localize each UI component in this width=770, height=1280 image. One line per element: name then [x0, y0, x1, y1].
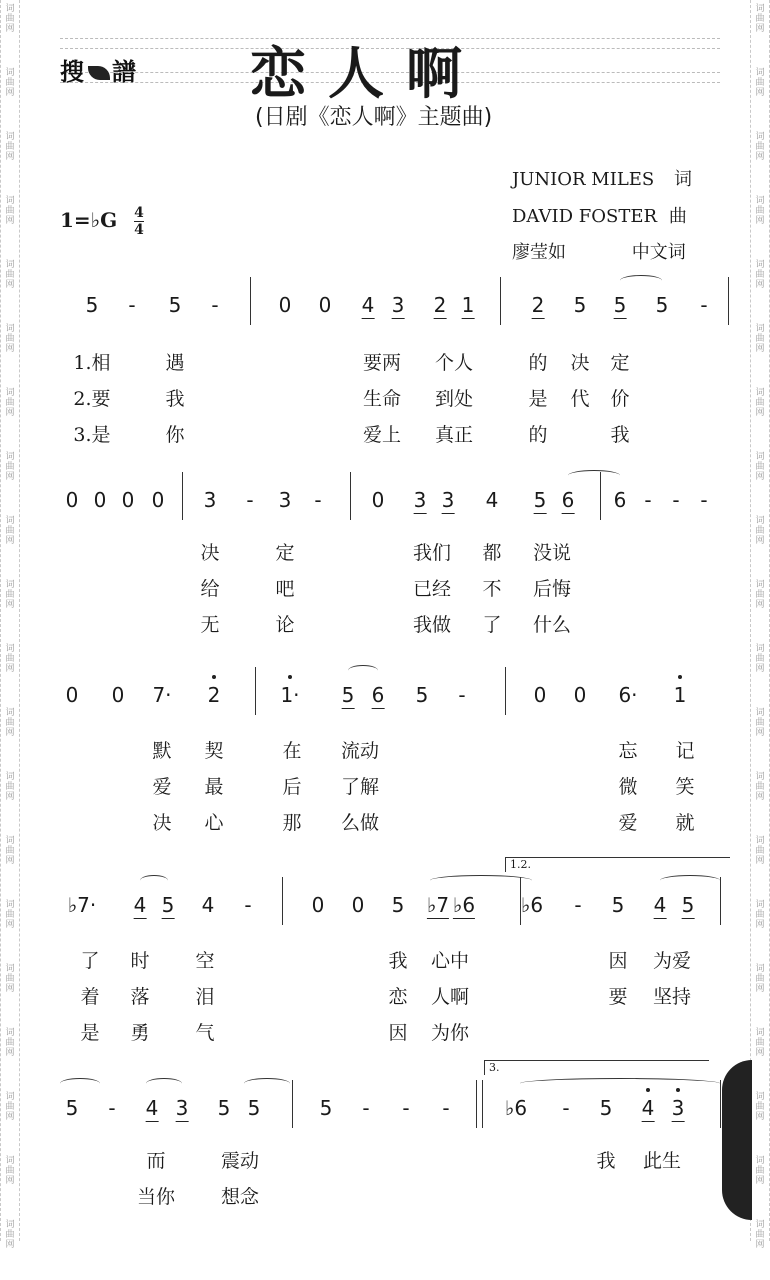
note: 0: [65, 488, 79, 512]
lyric: 泪: [195, 986, 215, 1008]
volta-bracket: 1.2.: [505, 857, 730, 872]
lyric: 论: [275, 614, 295, 636]
note: -: [211, 293, 219, 317]
barline: [282, 877, 283, 925]
lyric: 心: [204, 812, 224, 834]
lyric: 要: [608, 986, 628, 1008]
cn-lyricist-credit: [512, 238, 686, 264]
lyric: 忘: [618, 740, 638, 762]
lyric: 勇: [130, 1022, 150, 1044]
lyric: 着: [80, 986, 100, 1008]
note: -: [574, 893, 582, 917]
lyric: 决: [152, 812, 172, 834]
note: -: [362, 1096, 370, 1120]
note: 0: [318, 293, 332, 317]
lyric: 的: [528, 352, 548, 374]
octave-dot: [676, 1088, 680, 1092]
lyric: 定: [275, 542, 295, 564]
slur: [140, 875, 168, 886]
lyric: 个人: [434, 352, 474, 374]
lyric: 为爱: [652, 950, 692, 972]
time-numerator: 4: [134, 205, 144, 221]
leaf-icon: [88, 66, 110, 80]
slur: [660, 875, 720, 886]
note: 5: [161, 893, 175, 917]
lyric: 时: [130, 950, 150, 972]
note: 7·: [152, 683, 172, 707]
note: 3: [413, 488, 427, 512]
note: -: [700, 293, 708, 317]
note: 3: [278, 488, 292, 512]
barline: [500, 277, 501, 325]
note: 0: [311, 893, 325, 917]
watermark-text: 词 曲 网: [755, 1092, 765, 1122]
lyric: 心中: [430, 950, 470, 972]
slur: [620, 275, 662, 286]
note: 6: [371, 683, 385, 707]
note: 5: [655, 293, 669, 317]
lyric: 遇: [165, 352, 185, 374]
octave-dot: [288, 675, 292, 679]
lyric: 微: [618, 776, 638, 798]
note: 5: [573, 293, 587, 317]
note: ♭6: [520, 893, 544, 917]
note: -: [108, 1096, 116, 1120]
note: -: [442, 1096, 450, 1120]
cn-lyricist-name: 廖莹如: [512, 242, 566, 263]
lyric: 坚持: [652, 986, 692, 1008]
watermark-text: 词 曲 网: [755, 836, 765, 866]
watermark-text: 词 曲 网: [5, 388, 15, 418]
lyric: 已经: [412, 578, 452, 600]
lyric: 决: [570, 352, 590, 374]
barline: [182, 472, 183, 520]
watermark-text: 词 曲 网: [755, 644, 765, 674]
lyric: 因: [388, 1022, 408, 1044]
note: 5: [533, 488, 547, 512]
lyricist-credit: [512, 165, 692, 191]
note: 6: [561, 488, 575, 512]
lyric: 的: [528, 424, 548, 446]
lyric: 在: [282, 740, 302, 762]
lyric: 我: [165, 388, 185, 410]
key-label: 1=♭G: [60, 208, 118, 232]
note: 4: [133, 893, 147, 917]
octave-dot: [212, 675, 216, 679]
lyric: 落: [130, 986, 150, 1008]
watermark-text: 词 曲 网: [755, 452, 765, 482]
note: 5: [341, 683, 355, 707]
lyric: 爱上: [362, 424, 402, 446]
lyric: 我: [388, 950, 408, 972]
octave-dot: [646, 1088, 650, 1092]
lyric: 代: [570, 388, 590, 410]
lyric: 我们: [412, 542, 452, 564]
lyric: 价: [610, 388, 630, 410]
note: 5: [247, 1096, 261, 1120]
song-title: 恋人啊: [250, 42, 484, 107]
note: -: [644, 488, 652, 512]
watermark-text: 词 曲 网: [755, 196, 765, 226]
slur: [520, 1078, 720, 1089]
note: 3: [175, 1096, 189, 1120]
composer-name: DAVID FOSTER: [512, 206, 658, 227]
note: 4: [485, 488, 499, 512]
note: 4: [145, 1096, 159, 1120]
watermark-text: 词 曲 网: [755, 708, 765, 738]
lyric: 3.是: [73, 424, 111, 446]
lyric: 2.要: [73, 388, 111, 410]
watermark-text: 词 曲 网: [5, 1220, 15, 1250]
lyric: 因: [608, 950, 628, 972]
song-subtitle: (日剧《恋人啊》主题曲): [255, 105, 493, 130]
note: 0: [65, 683, 79, 707]
lyric: 而: [146, 1150, 166, 1172]
lyric: 给: [200, 578, 220, 600]
barline: [350, 472, 351, 520]
watermark-text: 词 曲 网: [5, 708, 15, 738]
lyric: 最: [204, 776, 224, 798]
note: 2: [531, 293, 545, 317]
lyric: 空: [195, 950, 215, 972]
note: ♭6: [504, 1096, 528, 1120]
watermark-text: 词 曲 网: [5, 1028, 15, 1058]
watermark-text: 词 曲 网: [755, 324, 765, 354]
note: 5: [611, 893, 625, 917]
watermark-text: 词 曲 网: [5, 68, 15, 98]
note: 0: [121, 488, 135, 512]
lyric: 想念: [220, 1186, 260, 1208]
watermark-text: 词 曲 网: [5, 836, 15, 866]
note: 5: [391, 893, 405, 917]
watermark-text: 词 曲 网: [755, 964, 765, 994]
note: 0: [278, 293, 292, 317]
slur: [568, 470, 620, 481]
note: 0: [111, 683, 125, 707]
time-signature: [134, 205, 144, 238]
watermark-text: 词 曲 网: [5, 580, 15, 610]
lyric: 后: [282, 776, 302, 798]
lyric: 了: [482, 614, 502, 636]
time-denominator: 4: [134, 222, 144, 238]
note: 4: [361, 293, 375, 317]
note: 3: [671, 1096, 685, 1120]
watermark-text: 词 曲 网: [5, 1092, 15, 1122]
barline: [728, 277, 729, 325]
cn-lyricist-role: 中文词: [631, 242, 686, 263]
barline: [482, 1080, 483, 1128]
note: ♭6: [452, 893, 476, 917]
slur: [146, 1078, 182, 1089]
right-watermark-strip: [750, 0, 770, 1250]
watermark-text: 词 曲 网: [5, 644, 15, 674]
note: 0: [351, 893, 365, 917]
note: -: [244, 893, 252, 917]
lyric: 震动: [220, 1150, 260, 1172]
lyric: 我: [610, 424, 630, 446]
watermark-text: 词 曲 网: [5, 900, 15, 930]
lyric: 恋: [388, 986, 408, 1008]
lyric: 到处: [434, 388, 474, 410]
watermark-text: 词 曲 网: [755, 516, 765, 546]
lyric: 流动: [340, 740, 380, 762]
barline: [476, 1080, 477, 1128]
lyric: 那: [282, 812, 302, 834]
barline: [250, 277, 251, 325]
lyricist-name: JUNIOR MILES: [512, 169, 655, 190]
octave-dot: [678, 675, 682, 679]
lyricist-role: 词: [673, 169, 692, 190]
watermark-text: 词 曲 网: [5, 452, 15, 482]
lyric: 爱: [152, 776, 172, 798]
lyric: 不: [482, 578, 502, 600]
lyric: 气: [195, 1022, 215, 1044]
lyric: 了解: [340, 776, 380, 798]
barline: [292, 1080, 293, 1128]
lyric: 要两: [362, 352, 402, 374]
lyric: 我: [596, 1150, 616, 1172]
volta-bracket: 3.: [484, 1060, 709, 1075]
watermark-text: 词 曲 网: [5, 516, 15, 546]
note: -: [672, 488, 680, 512]
lyric: 了: [80, 950, 100, 972]
lyric: 我做: [412, 614, 452, 636]
note: 0: [573, 683, 587, 707]
note: 5: [85, 293, 99, 317]
note: 3: [391, 293, 405, 317]
watermark-text: 词 曲 网: [755, 900, 765, 930]
watermark-text: 词 曲 网: [5, 132, 15, 162]
lyric: 吧: [275, 578, 295, 600]
note: 5: [599, 1096, 613, 1120]
lyric: 爱: [618, 812, 638, 834]
note: 5: [613, 293, 627, 317]
note: 5: [65, 1096, 79, 1120]
note: 5: [217, 1096, 231, 1120]
watermark-text: 词 曲 网: [755, 1220, 765, 1250]
note: -: [458, 683, 466, 707]
lyric: 决: [200, 542, 220, 564]
lyric: 为你: [430, 1022, 470, 1044]
note: -: [700, 488, 708, 512]
note: 0: [533, 683, 547, 707]
lyric: 默: [152, 740, 172, 762]
composer-role: 曲: [668, 206, 687, 227]
slur: [244, 1078, 290, 1089]
note: -: [246, 488, 254, 512]
lyric: 契: [204, 740, 224, 762]
note: -: [562, 1096, 570, 1120]
lyric: 人啊: [430, 986, 470, 1008]
watermark-text: 词 曲 网: [5, 324, 15, 354]
lyric: 是: [528, 388, 548, 410]
lyric: 没说: [532, 542, 572, 564]
lyric: 定: [610, 352, 630, 374]
note: ♭7: [426, 893, 450, 917]
note: ♭7·: [67, 893, 97, 917]
note: -: [128, 293, 136, 317]
lyric: 当你: [136, 1186, 176, 1208]
note: 5: [681, 893, 695, 917]
lyric: 都: [482, 542, 502, 564]
lyric: 此生: [642, 1150, 682, 1172]
slur: [430, 875, 532, 886]
lyric: 1.相: [73, 352, 111, 374]
note: 5: [319, 1096, 333, 1120]
note: 5: [168, 293, 182, 317]
note: 0: [93, 488, 107, 512]
watermark-text: 词 曲 网: [5, 260, 15, 290]
slur: [348, 665, 378, 676]
note: 4: [653, 893, 667, 917]
lyric: 生命: [362, 388, 402, 410]
note: 1: [673, 683, 687, 707]
note: 1: [461, 293, 475, 317]
note: 0: [371, 488, 385, 512]
watermark-text: 词 曲 网: [5, 964, 15, 994]
note: -: [402, 1096, 410, 1120]
note: 2: [433, 293, 447, 317]
logo-text: 搜: [60, 58, 86, 86]
site-logo[interactable]: [60, 52, 138, 87]
watermark-text: 词 曲 网: [5, 196, 15, 226]
barline: [255, 667, 256, 715]
watermark-text: 词 曲 网: [755, 772, 765, 802]
watermark-text: 词 曲 网: [755, 4, 765, 34]
composer-credit: [512, 202, 687, 228]
note: 1·: [280, 683, 300, 707]
lyric: 后悔: [532, 578, 572, 600]
barline: [720, 877, 721, 925]
watermark-text: 词 曲 网: [755, 68, 765, 98]
key-signature: [60, 205, 144, 238]
note: 3: [441, 488, 455, 512]
watermark-text: 词 曲 网: [5, 4, 15, 34]
watermark-text: 词 曲 网: [755, 580, 765, 610]
barline: [505, 667, 506, 715]
watermark-text: 词 曲 网: [755, 132, 765, 162]
lyric: 无: [200, 614, 220, 636]
lyric: 是: [80, 1022, 100, 1044]
barline: [720, 1080, 721, 1128]
note: 4: [641, 1096, 655, 1120]
lyric: 就: [675, 812, 695, 834]
lyric: 你: [165, 424, 185, 446]
note: 4: [201, 893, 215, 917]
watermark-text: 词 曲 网: [755, 1028, 765, 1058]
note: 3: [203, 488, 217, 512]
lyric: 么做: [340, 812, 380, 834]
note: 5: [415, 683, 429, 707]
lyric: 记: [675, 740, 695, 762]
lyric: 笑: [675, 776, 695, 798]
watermark-text: 词 曲 网: [5, 772, 15, 802]
watermark-text: 词 曲 网: [755, 1156, 765, 1186]
decorative-graphic: [722, 1060, 752, 1220]
note: 2: [207, 683, 221, 707]
lyric: 真正: [434, 424, 474, 446]
slur: [60, 1078, 100, 1089]
watermark-text: 词 曲 网: [755, 388, 765, 418]
note: -: [314, 488, 322, 512]
note: 0: [151, 488, 165, 512]
left-watermark-strip: [0, 0, 20, 1250]
watermark-text: 词 曲 网: [755, 260, 765, 290]
note: 6: [613, 488, 627, 512]
note: 6·: [618, 683, 638, 707]
watermark-text: 词 曲 网: [5, 1156, 15, 1186]
lyric: 什么: [532, 614, 572, 636]
logo-text-2: 譜: [112, 58, 138, 86]
